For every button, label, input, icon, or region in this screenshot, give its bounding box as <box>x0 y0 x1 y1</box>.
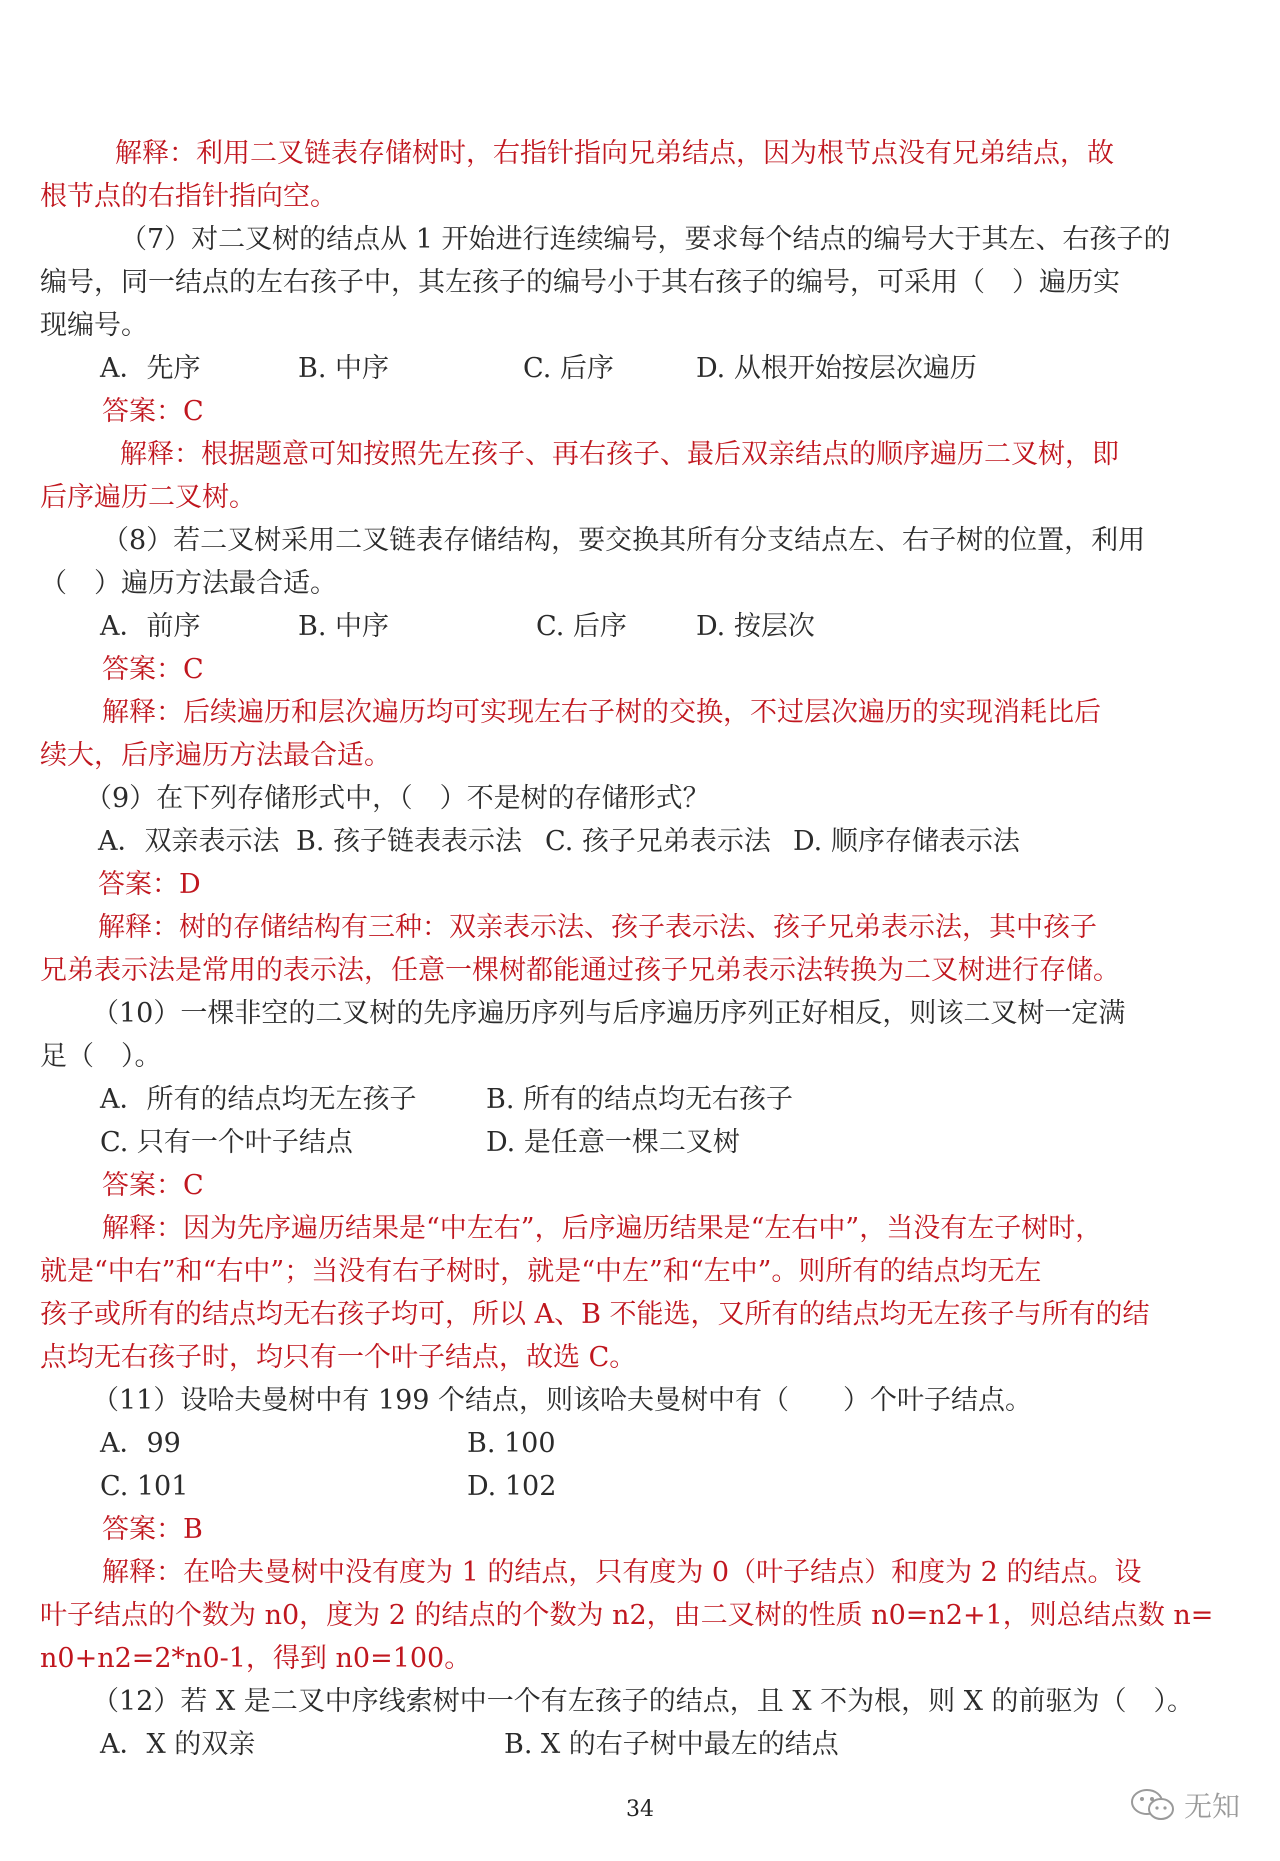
q9-option-c: C. 孩子兄弟表示法 <box>545 826 771 857</box>
q8-line2: （ ）遍历方法最合适。 <box>40 568 337 599</box>
q10-options-row2 <box>40 1121 1235 1164</box>
q9-explain-line1: 解释：树的存储结构有三种：双亲表示法、孩子表示法、孩子兄弟表示法，其中孩子 <box>98 912 1097 943</box>
q10-explain-line3: 孩子或所有的结点均无右孩子均可，所以 A、B 不能选，又所有的结点均无左孩子与所有的结 <box>40 1299 1150 1330</box>
q9-option-a: A．双亲表示法 <box>98 826 280 857</box>
q11-explain-line2: 叶子结点的个数为 n0，度为 2 的结点的个数为 n2，由二叉树的性质 n0=n2+1，则总结点数 n= <box>40 1600 1214 1631</box>
q11-option-b: B. 100 <box>467 1428 556 1459</box>
q6-explain-line1: 解释：利用二叉链表存储树时，右指针指向兄弟结点，因为根节点没有兄弟结点，故 <box>115 138 1114 169</box>
q9-explain-line2: 兄弟表示法是常用的表示法，任意一棵树都能通过孩子兄弟表示法转换为二叉树进行存储。 <box>40 955 1120 986</box>
q8-option-b: B. 中序 <box>298 611 390 642</box>
q9-options <box>40 820 1235 863</box>
q12-options <box>40 1723 1235 1766</box>
q9-option-d: D. 顺序存储表示法 <box>793 826 1020 857</box>
q11-explain-line3: n0+n2=2*n0-1，得到 n0=100。 <box>40 1643 472 1674</box>
page-number: 34 <box>626 1797 654 1822</box>
q10-answer: 答案：C <box>102 1170 204 1201</box>
q10-explain-line2: 就是“中右”和“右中”；当没有右子树时，就是“中左”和“左中”。则所有的结点均无左 <box>40 1256 1042 1287</box>
page-content <box>40 132 1235 1766</box>
q11-explain-line1: 解释：在哈夫曼树中没有度为 1 的结点，只有度为 0（叶子结点）和度为 2 的结点。设 <box>102 1557 1142 1588</box>
q10-options-row1 <box>40 1078 1235 1121</box>
q7-option-b: B. 中序 <box>298 353 390 384</box>
q11-line: （11）设哈夫曼树中有 199 个结点，则该哈夫曼树中有（ ）个叶子结点。 <box>92 1385 1033 1416</box>
q8-option-d: D. 按层次 <box>696 611 815 642</box>
q10-explain-line1: 解释：因为先序遍历结果是“中左右”，后序遍历结果是“左右中”，当没有左子树时， <box>102 1213 1103 1244</box>
q9-option-b: B. 孩子链表表示法 <box>296 826 523 857</box>
q7-explain-line2: 后序遍历二叉树。 <box>40 482 256 513</box>
q10-line2: 足（ ）。 <box>40 1041 162 1072</box>
wechat-icon <box>1130 1787 1176 1823</box>
q8-option-c: C. 后序 <box>536 611 627 642</box>
q7-option-a: A．先序 <box>100 353 201 384</box>
q7-option-d: D. 从根开始按层次遍历 <box>696 353 977 384</box>
q7-answer: 答案：C <box>102 396 204 427</box>
q11-option-a: A．99 <box>100 1428 181 1459</box>
q8-explain-line1: 解释：后续遍历和层次遍历均可实现左右子树的交换，不过层次遍历的实现消耗比后 <box>102 697 1101 728</box>
q10-option-b: B. 所有的结点均无右孩子 <box>486 1084 794 1115</box>
q12-line: （12）若 X 是二叉中序线索树中一个有左孩子的结点，且 X 不为根，则 X 的前驱为（ ）。 <box>92 1686 1195 1717</box>
q10-explain-line4: 点均无右孩子时，均只有一个叶子结点，故选 C。 <box>40 1342 637 1373</box>
q7-options <box>40 347 1235 390</box>
q9-line: （9）在下列存储形式中，（ ）不是树的存储形式？ <box>85 783 710 814</box>
q10-option-d: D. 是任意一棵二叉树 <box>486 1127 740 1158</box>
q11-options-row2 <box>40 1465 1235 1508</box>
q7-option-c: C. 后序 <box>523 353 614 384</box>
q12-option-b: B. X 的右子树中最左的结点 <box>504 1729 839 1760</box>
q11-answer: 答案：B <box>102 1514 203 1545</box>
q8-answer: 答案：C <box>102 654 204 685</box>
q10-option-c: C. 只有一个叶子结点 <box>100 1127 353 1158</box>
q7-line1: （7）对二叉树的结点从 1 开始进行连续编号，要求每个结点的编号大于其左、右孩子的 <box>120 224 1171 255</box>
q8-option-a: A．前序 <box>100 611 201 642</box>
q8-options <box>40 605 1235 648</box>
q7-explain-line1: 解释：根据题意可知按照先左孩子、再右孩子、最后双亲结点的顺序遍历二叉树，即 <box>120 439 1119 470</box>
q10-option-a: A．所有的结点均无左孩子 <box>100 1084 417 1115</box>
q8-line1: （8）若二叉树采用二叉链表存储结构，要交换其所有分支结点左、右子树的位置，利用 <box>102 525 1146 556</box>
q8-explain-line2: 续大，后序遍历方法最合适。 <box>40 740 391 771</box>
watermark <box>1130 1785 1240 1825</box>
q7-line3: 现编号。 <box>40 310 148 341</box>
q7-line2: 编号，同一结点的左右孩子中，其左孩子的编号小于其右孩子的编号，可采用（ ）遍历实 <box>40 267 1120 298</box>
q10-line1: （10）一棵非空的二叉树的先序遍历序列与后序遍历序列正好相反，则该二叉树一定满 <box>92 998 1126 1029</box>
q11-option-d: D. 102 <box>467 1471 557 1502</box>
q6-explain-line2: 根节点的右指针指向空。 <box>40 181 337 212</box>
q11-options-row1 <box>40 1422 1235 1465</box>
q9-answer: 答案：D <box>98 869 201 900</box>
q12-option-a: A．X 的双亲 <box>100 1729 256 1760</box>
q11-option-c: C. 101 <box>100 1471 189 1502</box>
watermark-text: 无知 <box>1183 1790 1240 1823</box>
